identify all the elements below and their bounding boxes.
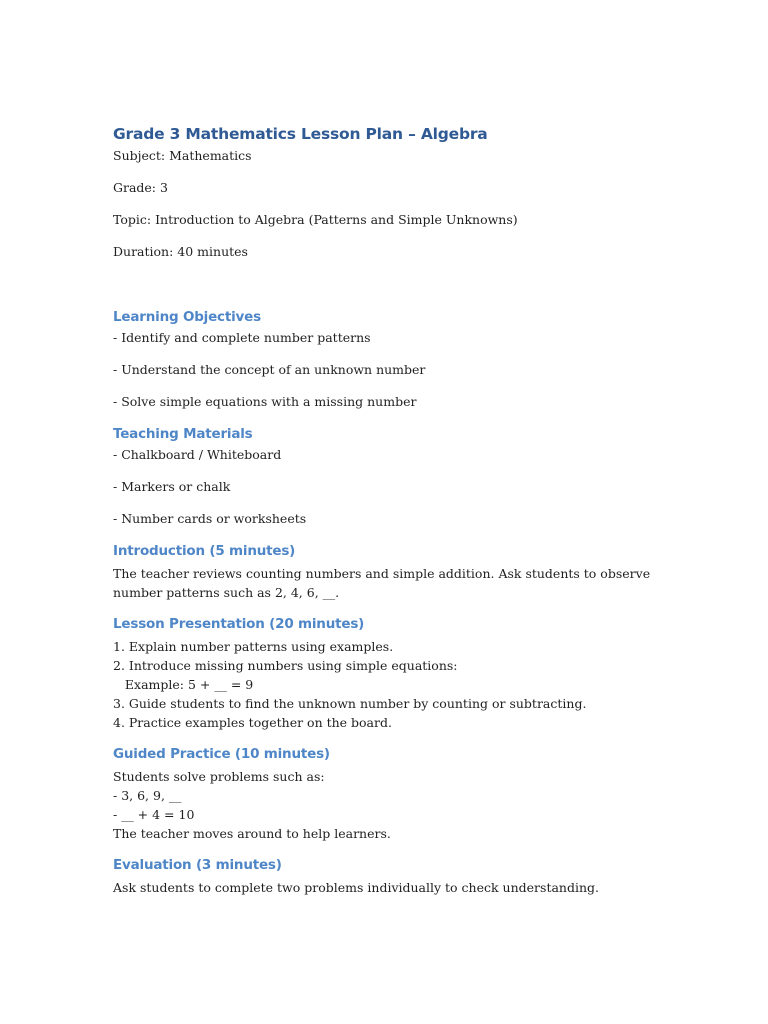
objective-item: - Understand the concept of an unknown number xyxy=(113,362,426,377)
material-item: - Number cards or worksheets xyxy=(113,511,307,526)
presentation-steps xyxy=(113,637,653,732)
guided-practice-line: The teacher moves around to help learners. xyxy=(113,826,391,841)
introduction-line: The teacher reviews counting numbers and simple addition. Ask students to observe xyxy=(113,566,651,581)
evaluation-text xyxy=(113,878,653,897)
meta-grade: Grade: 3 xyxy=(113,180,168,195)
objectives-heading: Learning Objectives xyxy=(113,309,261,325)
introduction-heading: Introduction (5 minutes) xyxy=(113,543,296,559)
presentation-line: 1. Explain number patterns using examples. xyxy=(113,639,394,654)
presentation-heading: Lesson Presentation (20 minutes) xyxy=(113,616,365,632)
presentation-line: 2. Introduce missing numbers using simple equations: xyxy=(113,658,458,673)
guided-practice-text xyxy=(113,767,653,843)
objective-item: - Solve simple equations with a missing number xyxy=(113,394,417,409)
evaluation-heading: Evaluation (3 minutes) xyxy=(113,857,282,873)
presentation-line: 4. Practice examples together on the board. xyxy=(113,715,392,730)
document-page xyxy=(113,122,653,897)
evaluation-line: Ask students to complete two problems individually to check understanding. xyxy=(113,880,599,895)
meta-duration: Duration: 40 minutes xyxy=(113,244,248,259)
guided-practice-line: Students solve problems such as: xyxy=(113,769,325,784)
material-item: - Chalkboard / Whiteboard xyxy=(113,447,282,462)
meta-topic: Topic: Introduction to Algebra (Patterns and Simple Unknowns) xyxy=(113,212,518,227)
materials-heading: Teaching Materials xyxy=(113,426,253,442)
presentation-line: Example: 5 + __ = 9 xyxy=(113,677,254,692)
introduction-text xyxy=(113,564,653,602)
document-title: Grade 3 Mathematics Lesson Plan – Algebra xyxy=(113,125,488,143)
material-item: - Markers or chalk xyxy=(113,479,231,494)
guided-practice-line: - 3, 6, 9, __ xyxy=(113,788,182,803)
guided-practice-line: - __ + 4 = 10 xyxy=(113,807,195,822)
meta-subject: Subject: Mathematics xyxy=(113,148,252,163)
objective-item: - Identify and complete number patterns xyxy=(113,330,371,345)
presentation-line: 3. Guide students to find the unknown number by counting or subtracting. xyxy=(113,696,587,711)
introduction-line: number patterns such as 2, 4, 6, __. xyxy=(113,585,340,600)
guided-practice-heading: Guided Practice (10 minutes) xyxy=(113,746,330,762)
